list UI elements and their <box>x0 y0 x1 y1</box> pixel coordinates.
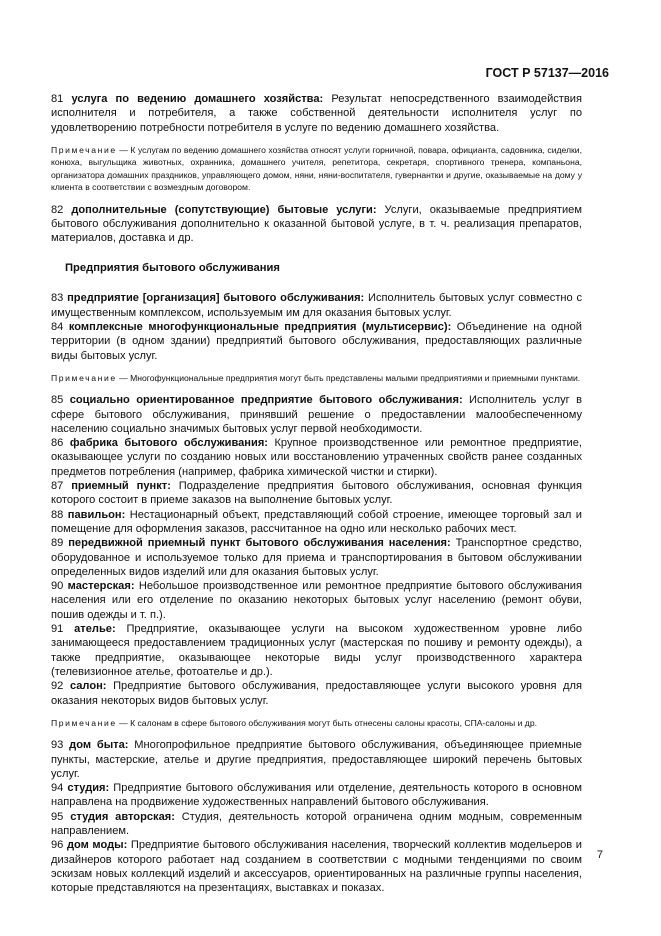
entry-definition: Нестационарный объект, представляющий собой строение, имеющее торговый зал и помещение для оформления заказов, рассчитанное на одно или несколько рабочих мест. <box>51 508 582 535</box>
entry-term: дополнительные (сопутствующие) бытовые услуги: <box>71 203 377 216</box>
entry-number: 91 <box>51 623 64 636</box>
entry-term: комплексные многофункциональные предприятия (мультисервис): <box>68 321 452 333</box>
entry-definition: Предприятие бытового обслуживания, предоставляющее услуги высокого уровня для оказания некоторых видов бытовых услуг. <box>51 680 582 707</box>
note-label: Примечание <box>51 717 117 728</box>
entry-number: 86 <box>51 437 64 450</box>
term-entry-88 <box>51 508 582 537</box>
note-text: — Многофункциональные предприятия могут быть представлены малыми предприятиями и приемными пунктами. <box>116 372 581 383</box>
entry-number: 88 <box>51 508 64 521</box>
entry-term: социально ориентированное предприятие бытового обслуживания: <box>69 394 463 407</box>
entry-definition: Услуги, оказываемые предприятием бытового обслуживания дополнительно к оказанной бытовой услуге, в т. ч. реализация препаратов, материалов, доставка и др. <box>51 203 582 245</box>
entry-definition: Студия, деятельность которой ограничена одним модным, современным направлением. <box>51 810 582 838</box>
note-84 <box>51 372 582 384</box>
note-label: Примечание <box>51 372 117 383</box>
entry-number: 92 <box>51 680 64 693</box>
term-entry-91 <box>51 622 582 679</box>
entry-number: 94 <box>51 782 64 795</box>
entry-number: 95 <box>51 810 64 823</box>
term-entry-95 <box>51 810 582 839</box>
entry-number: 90 <box>51 580 64 593</box>
document-header: ГОСТ Р 57137—2016 <box>485 66 609 80</box>
page-number: 7 <box>596 849 603 861</box>
term-entry-82 <box>51 203 582 246</box>
entry-number: 82 <box>51 203 64 216</box>
entry-definition: Многопрофильное предприятие бытового обслуживания, объединяющее приемные пункты, мастерские, ателье и другие предприятия, предоставляющее широкий перечень бытовых услуг. <box>51 739 582 780</box>
term-entry-96 <box>51 838 582 895</box>
entry-number: 85 <box>51 394 64 407</box>
term-entry-83 <box>51 291 582 320</box>
entry-definition: Исполнитель бытовых услуг совместно с имущественным комплексом, используемым им для оказания бытовых услуг. <box>51 292 582 319</box>
note-text: — К салонам в сфере бытового обслуживания могут быть отнесены салоны красоты, СПА-салоны и др. <box>116 717 537 728</box>
entry-definition: Транспортное средство, оборудованное и используемое только для приема и транспортирования в бытовом обслуживании определенных видов изделий или для оказания бытовых услуг. <box>51 537 583 578</box>
entry-number: 87 <box>51 480 64 493</box>
entry-term: фабрика бытового обслуживания: <box>69 437 268 450</box>
entry-number: 96 <box>51 839 64 852</box>
entry-term: ателье: <box>74 623 116 636</box>
entry-definition: Предприятие, оказывающее услуги на высоком художественном уровне либо занимающееся предоставлением традиционных услуг (мастерская по пошиву и ремонту одежды), а также предприятие, оказывающее некоторые виды услуг производственного характера (телевизионное ателье, фотоателье и др.). <box>51 623 582 678</box>
entry-number: 84 <box>51 321 64 333</box>
entry-term: приемный пункт: <box>71 480 171 493</box>
entry-term: предприятие [организация] бытового обслуживания: <box>67 292 365 305</box>
entry-definition: Предприятие бытового обслуживания населения, творческий коллектив модельеров и дизайнеров которого работает над созданием в соответствии с модными тенденциями по своим эскизам новых коллекций изделий и аксессуаров, ориентированных на различные группы населения, которые представляются на презентациях, выставках и показах. <box>51 839 582 895</box>
entry-term: студия авторская: <box>70 810 175 823</box>
term-entry-89 <box>51 536 582 579</box>
note-92 <box>51 717 582 729</box>
entry-term: салон: <box>69 680 107 693</box>
entry-number: 93 <box>51 739 64 752</box>
entry-term: студия: <box>67 782 110 795</box>
entry-definition: Объединение на одной территории (в одном здании) предприятий бытового обслуживания, предоставляющих различные виды бытовых услуг. <box>51 321 582 362</box>
entry-definition: Небольшое производственное или ремонтное предприятие бытового обслуживания населения или его отделение по оказанию некоторых бытовых услуг населению (ремонт обуви, пошив одежды и т. п.). <box>51 580 582 621</box>
term-entry-87 <box>51 479 582 508</box>
entry-definition: Предприятие бытового обслуживания или отделение, деятельность которого в основном направлена на продвижение художественных направлений бытового обслуживания. <box>51 782 582 809</box>
term-entry-85 <box>51 393 582 436</box>
term-entry-81 <box>51 92 582 135</box>
term-entry-94 <box>51 781 582 810</box>
entry-number: 83 <box>51 292 64 305</box>
term-entry-93 <box>51 738 582 781</box>
section-title: Предприятия бытового обслуживания <box>65 262 280 275</box>
entry-definition: Результат непосредственного взаимодействия исполнителя и потребителя, а также собственной деятельности исполнителя услуг по удовлетворению потребности потребителя в услуге по ведению домашнего хозяйства. <box>51 93 582 134</box>
entry-number: 89 <box>51 537 64 550</box>
entry-term: услуга по ведению домашнего хозяйства: <box>71 93 324 105</box>
note-label: Примечание <box>51 144 117 155</box>
term-entry-92 <box>51 679 582 708</box>
term-entry-90 <box>51 579 582 622</box>
term-entry-86 <box>51 436 582 479</box>
entry-number: 81 <box>51 93 64 105</box>
document-body <box>51 92 582 896</box>
entry-term: дом быта: <box>69 739 129 752</box>
entry-term: передвижной приемный пункт бытового обслуживания населения: <box>68 537 451 550</box>
entry-definition: Исполнитель услуг в сфере бытового обслуживания, принявший решение о предоставлении малообеспеченному населению социально значимых бытовых услуг первой необходимости. <box>51 394 582 435</box>
note-81 <box>51 144 582 194</box>
entry-term: дом моды: <box>66 839 128 852</box>
term-entry-84 <box>51 320 582 363</box>
entry-definition: Подразделение предприятия бытового обслуживания, основная функция которого состоит в приеме заказов на выполнение бытовых услуг. <box>51 480 582 507</box>
note-text: — К услугам по ведению домашнего хозяйства относят услуги горничной, повара, официанта, садовника, сиделки, конюха, выгульщика животных, охранника, домашнего учителя, репетитора, секретаря, спортивного тренера, компаньона, организатора домашних праздников, управляющего домом, няни, няни-воспитателя, гувернантки и другие, оказываемые на дому у клиента в соответствии с возмездным договором. <box>51 144 582 193</box>
entry-term: мастерская: <box>67 580 135 593</box>
entry-definition: Крупное производственное или ремонтное предприятие, оказывающее услуги по созданию новых или восстановлению утраченных свойств ранее созданных предметов потребления (например, фабрика химической чистки и стирки). <box>51 437 582 478</box>
entry-term: павильон: <box>67 508 126 521</box>
